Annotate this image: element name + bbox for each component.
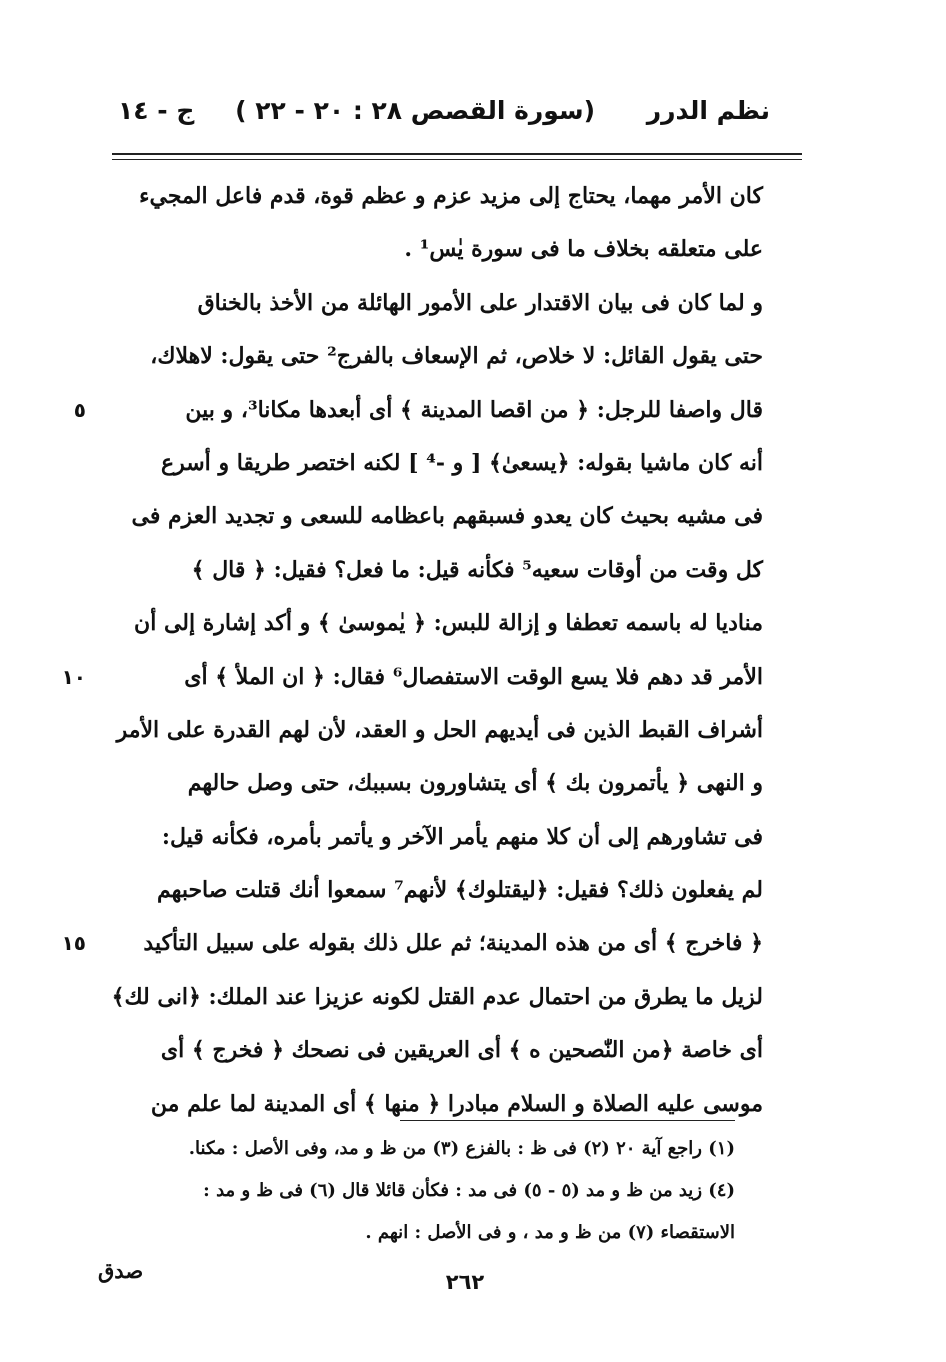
text-line: فى تشاورهم إلى أن كلا منهم يأمر الآخر و يأتمر بأمره، فكأنه قيل: bbox=[161, 823, 763, 850]
text-line: موسى عليه الصلاة و السلام مبادرا ﴿ منها ﴾ أى المدينة لما علم من bbox=[150, 1090, 763, 1117]
text-line: كل وقت من أوقات سعيه⁵ فكأنه قيل: ما فعل؟ فقيل: ﴿ قال ﴾ bbox=[191, 556, 763, 583]
footnote-line: (٤) زيد من ظ و مد (٥ - ٥) فى مد : فكأن قائلا قال (٦) فى ظ و مد : bbox=[203, 1180, 735, 1201]
text-line: و النهى ﴿ يأتمرون بك ﴾ أى يتشاورون بسببك، حتى وصل حالهم bbox=[187, 770, 763, 797]
line-number: ١٠ bbox=[61, 664, 86, 689]
text-line: ٥ قال واصفا للرجل: ﴿ من اقصا المدينة ﴾ أى أبعدها مكانا³، و بين bbox=[108, 384, 763, 437]
text-line: ١٥ ﴿ فاخرج ﴾ أى من هذه المدينة؛ ثم علل ذلك بقوله على سبيل التأكيد bbox=[108, 917, 763, 970]
text-line: ١٠ الأمر قد دهم فلا يسع الوقت الاستفصال⁶ فقال: ﴿ ان الملأ ﴾ أى bbox=[108, 651, 763, 704]
text-line: على متعلقه بخلاف ما فى سورة يٰس¹ . bbox=[404, 236, 763, 263]
running-header bbox=[118, 92, 770, 136]
text-line: أنه كان ماشيا بقوله: ﴿يسعىٰ﴾ [ و -⁴ ] لكنه اختصر طريقا و أسرع bbox=[160, 449, 763, 476]
footnote-line: (١) راجع آية ٢٠ (٢) فى ظ : بالفزع (٣) من ظ و مد، وفى الأصل : مكنا. bbox=[188, 1138, 735, 1159]
footnotes bbox=[90, 1128, 735, 1254]
text-line: و لما كان فى بيان الاقتدار على الأمور الهائلة من الأخذ بالخناق bbox=[197, 289, 763, 316]
book-title: نظم الدرر bbox=[646, 96, 770, 125]
text-line: فى مشيه بحيث كان يعدو فسبقهم باعظامه للسعى و تجديد العزم فى bbox=[131, 503, 763, 530]
line-number: ١٥ bbox=[61, 931, 86, 956]
line-number: ٥ bbox=[73, 397, 86, 422]
text-line: حتى يقول القائل: لا خلاص، ثم الإسعاف بالفرج² حتى يقول: لاهلاك، bbox=[150, 343, 763, 370]
text-line: أى خاصة ﴿من النّٰصحين ه ﴾ أى العريقين فى نصحك ﴿ فخرج ﴾ أى bbox=[160, 1037, 763, 1064]
footnote-rule bbox=[400, 1120, 735, 1121]
header-rule-thin bbox=[112, 159, 802, 160]
volume-number: ج - ١٤ bbox=[118, 96, 195, 125]
text-line: لم يفعلون ذلك؟ فقيل: ﴿ليقتلوك﴾ لأنهم⁷ سمعوا أنك قتلت صاحبهم bbox=[157, 877, 763, 904]
text-line: مناديا له باسمه تعطفا و إزالة للبس: ﴿ يٰموسىٰ ﴾ و أكد إشارة إلى أن bbox=[134, 610, 763, 637]
surah-reference: (سورة القصص ٢٨ : ٢٠ - ٢٢ ) bbox=[235, 96, 595, 125]
text-line: أشراف القبط الذين فى أيديهم الحل و العقد، لأن لهم القدرة على الأمر bbox=[116, 716, 763, 743]
footnote-line: الاستقصاء (٧) من ظ و مد ، و فى الأصل : انهم . bbox=[365, 1222, 735, 1243]
text-line: لزيل ما يطرق من احتمال عدم القتل لكونه عزيزا عند الملك: ﴿انى لك﴾ bbox=[111, 983, 763, 1010]
text-line: كان الأمر مهما، يحتاج إلى مزيد عزم و عظم قوة، قدم فاعل المجيء bbox=[139, 183, 763, 209]
signature-mark: صدق bbox=[98, 1258, 144, 1283]
main-text bbox=[61, 170, 763, 1131]
page-number: ٢٦٢ bbox=[445, 1270, 485, 1294]
header-rule bbox=[112, 153, 802, 155]
